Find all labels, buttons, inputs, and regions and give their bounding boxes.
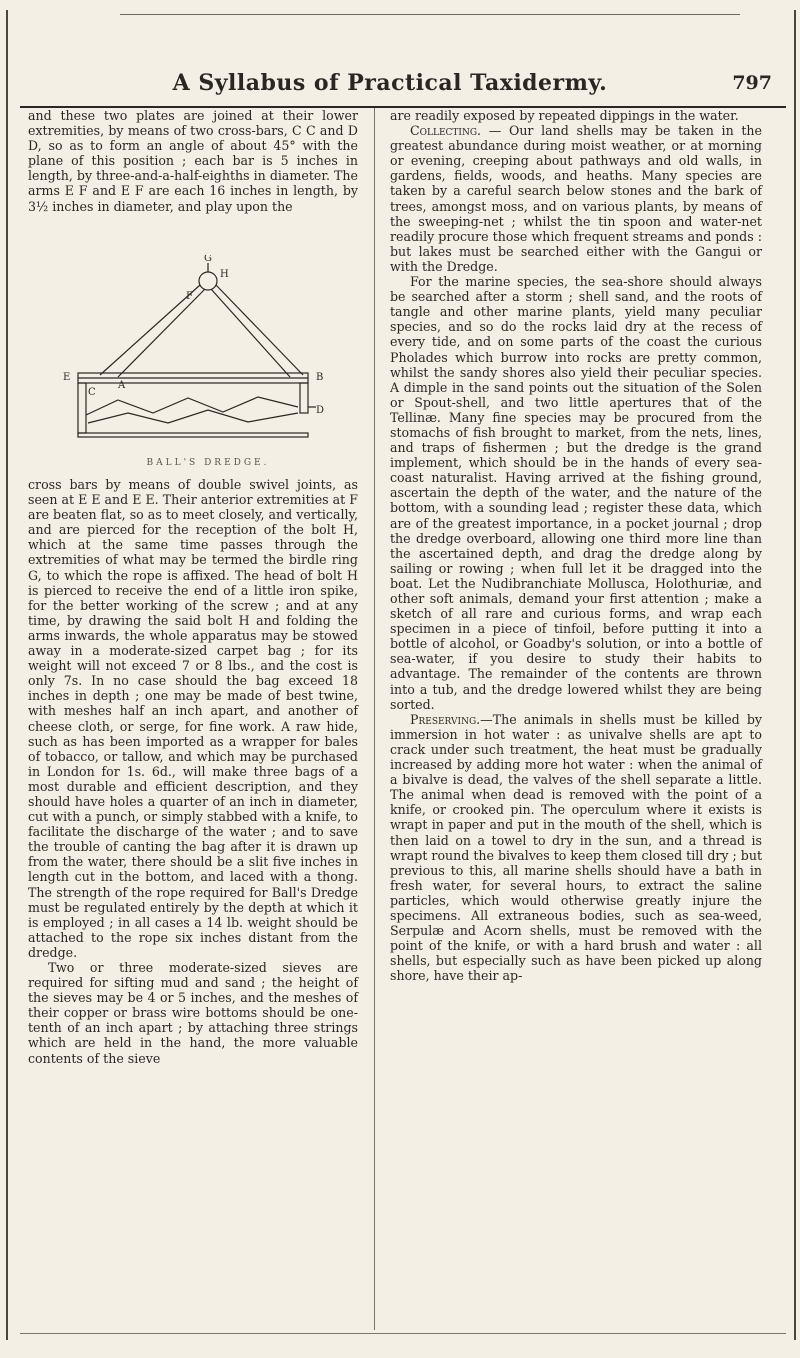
paragraph: For the marine species, the sea-shore should always be searched after a storm ; shell sand, and the roots of tangle and other marine plants, yield many peculiar species, and so do the rocks laid dry at the recess of every tide, and on some parts of the coast the curious Pholades which burrow into rocks are pretty common, whilst the sandy shores also yield their peculiar species. A dimple in the sand points out the situation of the Solen or Spout-shell, and two little apertures that of the Tellinæ. Many fine species may be procured from the stomachs of fish brought to market, from the nets, lines, and traps of fishermen ; but the dredge is the grand implement, which should be in the hands of every sea-coast naturalist. Having arrived at the fishing ground, ascertain the depth of the water, and the nature of the bottom, with a sounding lead ; register these data, which are of the greatest importance, in a pocket journal ; drop the dredge overboard, allowing one third more line than the ascertained depth, and drag the dredge along by sailing or rowing ; when full let it be dragged into the boat. Let the Nudibranchiate Mollusca, Holothuriæ, and other soft animals, demand your first attention ; make a sketch of all rare and curious forms, and wrap each specimen in a piece of tinfoil, before putting it into a bottle of alcohol, or Goadby's solution, or into a bottle of sea-water, if you desire to study their habits to advantage. The remainder of the contents are thrown into a tub, and the dredge lowered whilst they are being sorted.	[390, 274, 762, 712]
paragraph: cross bars by means of double swivel joints, as seen at E E and E E. Their anterior extremities at F are beaten flat, so as to meet closely, and vertically, and are pierced for the reception of the bolt H, which at the same time passes through the extremities of what may be termed the birdle ring G, to which the rope is affixed. The head of bolt H is pierced to receive the end of a little iron spike, for the better working of the screw ; and at any time, by drawing the said bolt H and folding the arms inwards, the whole apparatus may be stowed away in a moderate-sized carpet bag ; for its weight will not exceed 7 or 8 lbs., and the cost is only 7s. In no case should the bag exceed 18 inches in depth ; one may be made of best twine, with meshes half an inch apart, and another of cheese cloth, or serge, for fine work. A raw hide, such as has been imported as a wrapper for bales of tobacco, or tallow, and which may be purchased in London for 1s. 6d., will make three bags of a most durable and efficient description, and they should have holes a quarter of an inch in diameter, cut with a punch, or simply stabbed with a knife, to facilitate the discharge of the water ; and to save the trouble of canting the bag after it is drawn up from the water, there should be a slit five inches in length cut in the bottom, and laced with a thong. The strength of the rope required for Ball's Dredge must be regulated entirely by the depth at which it is employed ; in all cases a 14 lb. weight should be attached to the rope six inches distant from the dredge.	[28, 477, 358, 960]
left-column-bottom	[28, 477, 358, 1066]
figure-caption: BALL'S DREDGE.	[146, 458, 270, 468]
paragraph-preserving: Preserving.—The animals in shells must be killed by immersion in hot water : as univalve shells are apt to crack under such treatment, the heat must be gradually increased by adding more hot water : when the animal of a bivalve is dead, the valves of the shell separate a little. The animal when dead is removed with the point of a knife, or crooked pin. The operculum where it exists is wrapt in paper and put in the mouth of the shell, which is then laid on a towel to dry in the sun, and a thread is wrapt round the bivalves to keep them closed till dry ; but previous to this, all marine shells should have a bath in fresh water, for several hours, to extract the saline particles, which would otherwise greatly injure the specimens. All extraneous bodies, such as sea-weed, Serpulæ and Acorn shells, must be removed with the point of the knife, or with a hard brush and water : all shells, but especially such as have been picked up along shore, have their ap-	[390, 711, 763, 984]
label-f: F	[186, 291, 193, 302]
paragraph: and these two plates are joined at their lower extremities, by means of two cross-bars, C C and D D, so as to form an angle of about 45° with the plane of this position ; each bar is 5 inches in length, by three-and-a-half-eighths in diameter. The arms E F and E F are each 16 inches in length, by 3½ inches in diameter, and play upon the	[28, 108, 358, 214]
page-number: 797	[732, 72, 772, 94]
arm-right	[216, 285, 303, 375]
paragraph-collecting: Collecting. — Our land shells may be taken in the greatest abundance during moist weather, or at morning or evening, creeping about pathways and old walls, in gardens, fields, woods, and heaths. Many species are taken by a careful search below stones and the bark of trees, amongst moss, and on various plants, by means of the sweeping-net ; whilst the tin spoon and water-net readily procure those which frequent streams and ponds : but lakes must be searched either with the Gangui or with the Dredge.	[390, 123, 762, 274]
section-heading: Preserving.	[410, 711, 481, 727]
ball-dredge-figure	[58, 255, 358, 450]
paragraph: are readily exposed by repeated dippings in the water.	[390, 108, 739, 123]
label-e: E	[63, 372, 71, 383]
running-title: A Syllabus of Practical Taxidermy.	[172, 70, 608, 96]
label-a: A	[118, 380, 126, 391]
label-b: B	[316, 372, 324, 383]
section-heading: Collecting.	[410, 123, 482, 139]
arm-left	[100, 285, 200, 375]
right-column	[390, 108, 762, 983]
side-plate-left	[78, 383, 86, 433]
paragraph: Two or three moderate-sized sieves are required for sifting mud and sand ; the height of the sieves may be 4 or 5 inches, and the meshes of their copper or brass wire bottoms should be one-tenth of an inch apart ; by attaching three strings which are held in the hand, the more valuable contents of the sieve	[28, 960, 358, 1066]
label-d: D	[316, 405, 325, 416]
bridle-ring	[199, 272, 217, 290]
column-divider	[374, 108, 375, 1330]
label-c: C	[88, 387, 96, 398]
label-h: H	[220, 269, 229, 280]
left-column-top	[28, 108, 358, 214]
dredge-bag-mesh	[86, 397, 298, 415]
label-g: G	[204, 255, 212, 264]
page-header	[20, 70, 786, 106]
top-rule	[120, 14, 740, 15]
bottom-rule	[20, 1333, 786, 1334]
